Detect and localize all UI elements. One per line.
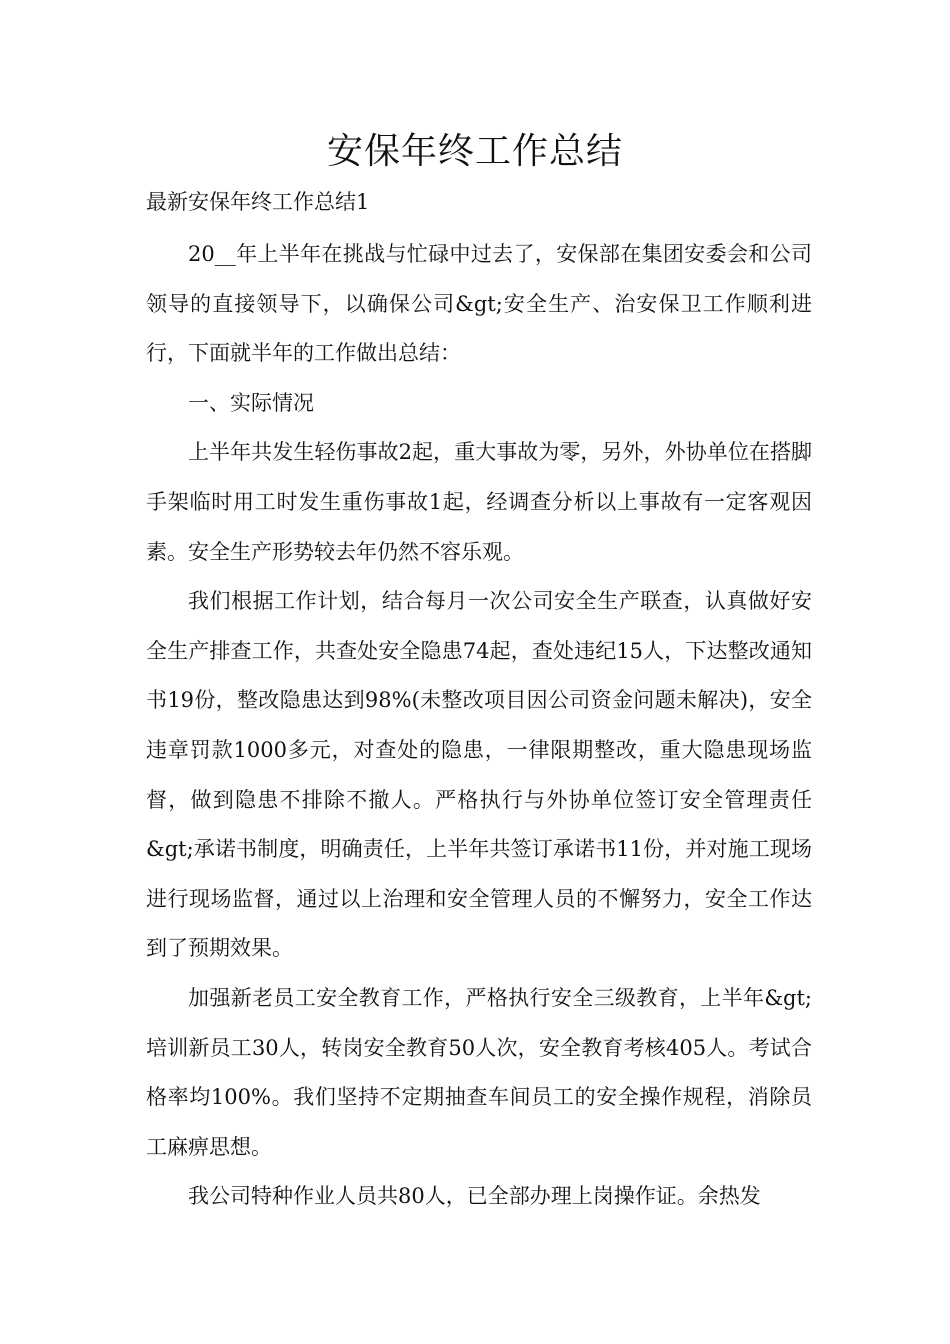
paragraph-special-operators: 我公司特种作业人员共80人，已全部办理上岗操作证。余热发 (188, 1184, 761, 1209)
paragraph-training: 加强新老员工安全教育工作，严格执行安全三级教育，上半年&gt;培训新员工30人，转岗安全教育50人次，安全教育考核405人。考试合格率均100%。我们坚持不定期抽查车间员工的安全操作规程，消除员工麻痹思想。 (146, 985, 812, 1159)
document-body (146, 230, 812, 1222)
document-subtitle: 最新安保年终工作总结1 (146, 190, 370, 214)
paragraph-intro: 20__年上半年在挑战与忙碌中过去了，安保部在集团安委会和公司领导的直接领导下，以确保公司&gt;安全生产、治安保卫工作顺利进行，下面就半年的工作做出总结： (146, 242, 812, 366)
paragraph-inspection: 我们根据工作计划，结合每月一次公司安全生产联查，认真做好安全生产排查工作，共查处安全隐患74起，查处违纪15人，下达整改通知书19份，整改隐患达到98%(未整改项目因公司资金问题未解决)，安全违章罚款1000多元，对查处的隐患，一律限期整改，重大隐患现场监督，做到隐患不排除不撤人。严格执行与外协单位签订安全管理责任&gt;承诺书制度，明确责任，上半年共签订承诺书11份，并对施工现场进行现场监督，通过以上治理和安全管理人员的不懈努力，安全工作达到了预期效果。 (146, 589, 812, 961)
paragraph-accidents: 上半年共发生轻伤事故2起，重大事故为零，另外，外协单位在搭脚手架临时用工时发生重伤事故1起，经调查分析以上事故有一定客观因素。安全生产形势较去年仍然不容乐观。 (146, 440, 812, 564)
document-title: 安保年终工作总结 (326, 131, 623, 172)
section-heading: 一、实际情况 (188, 390, 314, 415)
